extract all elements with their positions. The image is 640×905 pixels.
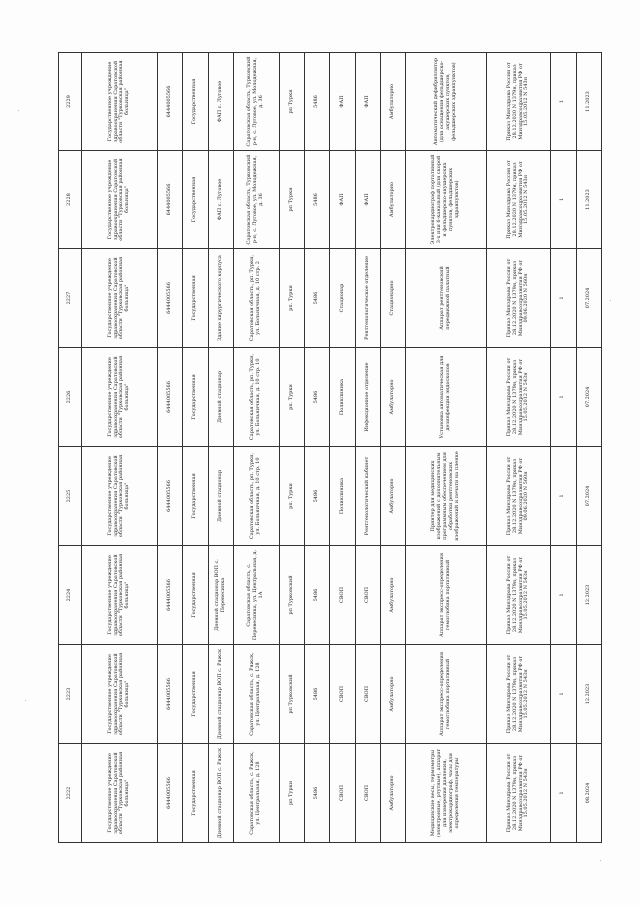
cell-qty: 1	[551, 744, 576, 843]
cell-okato: рп Турки	[279, 744, 304, 843]
cell-ownership: Государственная	[183, 151, 208, 249]
cell-okopf: 5486	[305, 348, 330, 447]
cell-date: 12.2023	[576, 645, 601, 744]
cell-code: 2228	[59, 151, 82, 249]
cell-inn: 6444005566	[157, 348, 182, 447]
table-row	[82, 53, 158, 843]
scan-speck	[18, 110, 19, 111]
cell-basis: Приказ Минздрава России от 28.12.2020 N 1379н, приказ Минздравсоцразвития РФ от 15.05.2012 N 543н	[486, 645, 550, 744]
cell-org: Государственное учреждение здравоохранения Саратовской области "Турковская районная больница"	[82, 151, 158, 249]
cell-basis: Приказ Минздрава России от 28.12.2020 N 1379н, приказ Минздравсоцразвития РФ от 15.05.2012 N 543н	[486, 546, 550, 645]
cell-address: Саратовская область, рп. Турки, ул. Больничная, д. 10 стр. 2	[233, 249, 279, 348]
equipment-table	[58, 52, 602, 843]
cell-address: Саратовская область, рп. Турки, ул. Больничная, д. 10 стр. 10	[233, 447, 279, 546]
cell-ownership: Государственная	[183, 249, 208, 348]
cell-ownership: Государственная	[183, 447, 208, 546]
cell-org: Государственное учреждение здравоохранения Саратовской области "Турковская районная больница"	[82, 249, 158, 348]
cell-inn: 6444005566	[157, 744, 182, 843]
cell-ownership: Государственная	[183, 546, 208, 645]
cell-qty: 1	[551, 447, 576, 546]
cell-org: Государственное учреждение здравоохранения Саратовской области "Турковская районная больница"	[82, 744, 158, 843]
table-row	[381, 53, 406, 843]
cell-ownership: Государственная	[183, 645, 208, 744]
cell-division: ФАП	[355, 151, 380, 249]
cell-code: 2225	[59, 447, 82, 546]
table-row	[576, 53, 601, 843]
table-row	[486, 53, 550, 843]
cell-date: 07.2024	[576, 348, 601, 447]
table-row	[406, 53, 487, 843]
cell-okopf: 5486	[305, 744, 330, 843]
cell-division: СВОП	[355, 744, 380, 843]
cell-care: Амбулаторно	[381, 645, 406, 744]
cell-division: Рентгенологический кабинет	[355, 447, 380, 546]
cell-division: СВОП	[355, 645, 380, 744]
cell-inn: 6444005566	[157, 249, 182, 348]
scan-speck	[610, 300, 611, 301]
cell-qty: 1	[551, 546, 576, 645]
cell-code: 2226	[59, 348, 82, 447]
cell-date: 08.2024	[576, 744, 601, 843]
cell-okato: рп Турки	[279, 53, 304, 151]
cell-type: СВОП	[330, 645, 355, 744]
cell-equipment: Аппарат экспресс-определения гемоглобина портативный	[406, 645, 487, 744]
cell-facility: Дневной стационар ВОП с. Ряжск	[208, 744, 233, 843]
cell-address: Саратовская область, с. Ряжск, ул. Центральная, д. 128	[233, 645, 279, 744]
cell-equipment: Принтер для медицинских изображений с дополнительным программным обеспечением для обработки рентгеновских изображений и печати на пленке	[406, 447, 487, 546]
cell-basis: Приказ Минздрава России от 28.12.2020 N 1379н, приказ Минздравсоцразвития РФ от 09.06.2020 N 560н	[486, 249, 550, 348]
cell-org: Государственное учреждение здравоохранения Саратовской области "Турковская районная больница"	[82, 645, 158, 744]
rotated-table-wrapper	[58, 53, 602, 843]
table-row	[59, 53, 82, 843]
table-row	[157, 53, 182, 843]
cell-equipment: Установка автоматическая для дезинфекции эндоскопов	[406, 348, 487, 447]
cell-org: Государственное учреждение здравоохранения Саратовской области "Турковская районная больница"	[82, 546, 158, 645]
cell-equipment: Аппарат экспресс-определения гемоглобина портативный	[406, 546, 487, 645]
cell-okato: рп Турки	[279, 151, 304, 249]
cell-equipment: Медицинские весы, термометры (электронные, ртутные), аппарат для измерения давления, электрокардиограф, часы для определения температуры	[406, 744, 487, 843]
cell-org: Государственное учреждение здравоохранения Саратовской области "Турковская районная больница"	[82, 447, 158, 546]
cell-facility: Дневной стационар ВОП с. Перевесинка	[208, 546, 233, 645]
cell-okopf: 5486	[305, 645, 330, 744]
cell-equipment: Автоматический дефибриллятор (для оснащения фельдшерско-акушерских пунктов, фельдшерских здравпунктов)	[406, 53, 487, 151]
table-row	[355, 53, 380, 843]
cell-facility: Дневной стационар	[208, 447, 233, 546]
cell-basis: Приказ Минздрава России от 28.12.2020 N 1379н, приказ Минздравсоцразвития РФ от 15.05.2012 N 543н	[486, 151, 550, 249]
cell-okato: рп Турковский	[279, 546, 304, 645]
cell-type: ФАП	[330, 53, 355, 151]
cell-facility: Дневной стационар ВОП с. Ряжск	[208, 645, 233, 744]
cell-org: Государственное учреждение здравоохранения Саратовской области "Турковская районная больница"	[82, 348, 158, 447]
cell-equipment: Аппарат рентгеновский передвижной палатный	[406, 249, 487, 348]
cell-okato: рп. Турки	[279, 447, 304, 546]
cell-okopf: 5486	[305, 447, 330, 546]
cell-date: 11.2023	[576, 53, 601, 151]
cell-code: 2223	[59, 645, 82, 744]
scan-speck	[25, 700, 26, 701]
table-row	[330, 53, 355, 843]
cell-care: Стационарно	[381, 249, 406, 348]
cell-care: Амбулаторно	[381, 53, 406, 151]
cell-facility: Здание хирургического корпуса	[208, 249, 233, 348]
cell-qty: 1	[551, 53, 576, 151]
cell-address: Саратовская область, Турковский р-н, с. Луговое, ул. Молодежная, д. 36	[233, 53, 279, 151]
cell-qty: 1	[551, 249, 576, 348]
cell-address: Саратовская область, с. Ряжск, ул. Центральная, д. 128	[233, 744, 279, 843]
cell-basis: Приказ Минздрава России от 28.12.2020 N 1379н, приказ Минздравсоцразвития РФ от 09.06.2020 N 560н	[486, 447, 550, 546]
cell-type: СВОП	[330, 744, 355, 843]
cell-equipment: Электрокардиограф портативный 3-х или 6-канальный (для скорой и фельдшерско-акушерских пунктов, фельдшерских здравпунктов)	[406, 151, 487, 249]
cell-org: Государственное учреждение здравоохранения Саратовской области "Турковская районная больница"	[82, 53, 158, 151]
table-body	[59, 53, 602, 843]
cell-okopf: 5486	[305, 546, 330, 645]
cell-code: 2227	[59, 249, 82, 348]
scan-speck	[600, 860, 601, 861]
cell-type: Стационар	[330, 249, 355, 348]
cell-care: Амбулаторно	[381, 151, 406, 249]
cell-care: Амбулаторно	[381, 546, 406, 645]
cell-okato: рп. Турки	[279, 348, 304, 447]
cell-facility: ФАП с. Луговое	[208, 151, 233, 249]
cell-address: Саратовская область, рп. Турки, ул. Больничная, д. 10 стр. 10	[233, 348, 279, 447]
cell-care: Амбулаторно	[381, 447, 406, 546]
table-row	[183, 53, 208, 843]
cell-type: Поликлиника	[330, 348, 355, 447]
table-row	[279, 53, 304, 843]
cell-division: Рентгенологическое отделение	[355, 249, 380, 348]
cell-division: Инфекционное отделение	[355, 348, 380, 447]
cell-facility: ФАП с. Луговое	[208, 53, 233, 151]
cell-date: 11.2023	[576, 151, 601, 249]
cell-inn: 6444005566	[157, 447, 182, 546]
cell-care: Амбулаторно	[381, 348, 406, 447]
table-row	[551, 53, 576, 843]
cell-date: 07.2024	[576, 447, 601, 546]
cell-date: 07.2024	[576, 249, 601, 348]
cell-ownership: Государственная	[183, 348, 208, 447]
cell-facility: Дневной стационар	[208, 348, 233, 447]
cell-code: 2224	[59, 546, 82, 645]
cell-qty: 1	[551, 151, 576, 249]
table-row	[305, 53, 330, 843]
cell-care: Амбулаторно	[381, 744, 406, 843]
cell-inn: 6444005566	[157, 53, 182, 151]
cell-date: 12.2023	[576, 546, 601, 645]
cell-basis: Приказ Минздрава России от 28.12.2020 N 1379н, приказ Минздравсоцразвития РФ от 15.05.2012 N 543н	[486, 348, 550, 447]
table-row	[208, 53, 233, 843]
cell-address: Саратовская область, Турковский р-н, с. Луговое, ул. Молодежная, д. 36	[233, 151, 279, 249]
cell-okato: рп. Турки	[279, 249, 304, 348]
cell-basis: Приказ Минздрава России от 28.12.2020 N 1379н, приказ Минздравсоцразвития РФ от 15.05.2012 N 543н	[486, 744, 550, 843]
cell-division: СВОП	[355, 546, 380, 645]
cell-code: 2229	[59, 53, 82, 151]
cell-qty: 1	[551, 348, 576, 447]
table-row	[233, 53, 279, 843]
cell-inn: 6444005566	[157, 151, 182, 249]
cell-okopf: 5486	[305, 151, 330, 249]
cell-okopf: 5486	[305, 53, 330, 151]
cell-address: Саратовская область, с. Перевесинка, ул. Центральная, д. 1А	[233, 546, 279, 645]
cell-okopf: 5486	[305, 249, 330, 348]
cell-type: Поликлиника	[330, 447, 355, 546]
cell-inn: 6444005566	[157, 546, 182, 645]
cell-type: СВОП	[330, 546, 355, 645]
cell-basis: Приказ Минздрава России от 28.12.2020 N 1379н, приказ Минздравсоцразвития РФ от 15.05.2012 N 543н	[486, 53, 550, 151]
cell-ownership: Государственная	[183, 744, 208, 843]
cell-inn: 6444005566	[157, 645, 182, 744]
cell-okato: рп Турковский	[279, 645, 304, 744]
cell-code: 2222	[59, 744, 82, 843]
cell-division: ФАП	[355, 53, 380, 151]
cell-type: ФАП	[330, 151, 355, 249]
cell-ownership: Государственная	[183, 53, 208, 151]
cell-qty: 1	[551, 645, 576, 744]
